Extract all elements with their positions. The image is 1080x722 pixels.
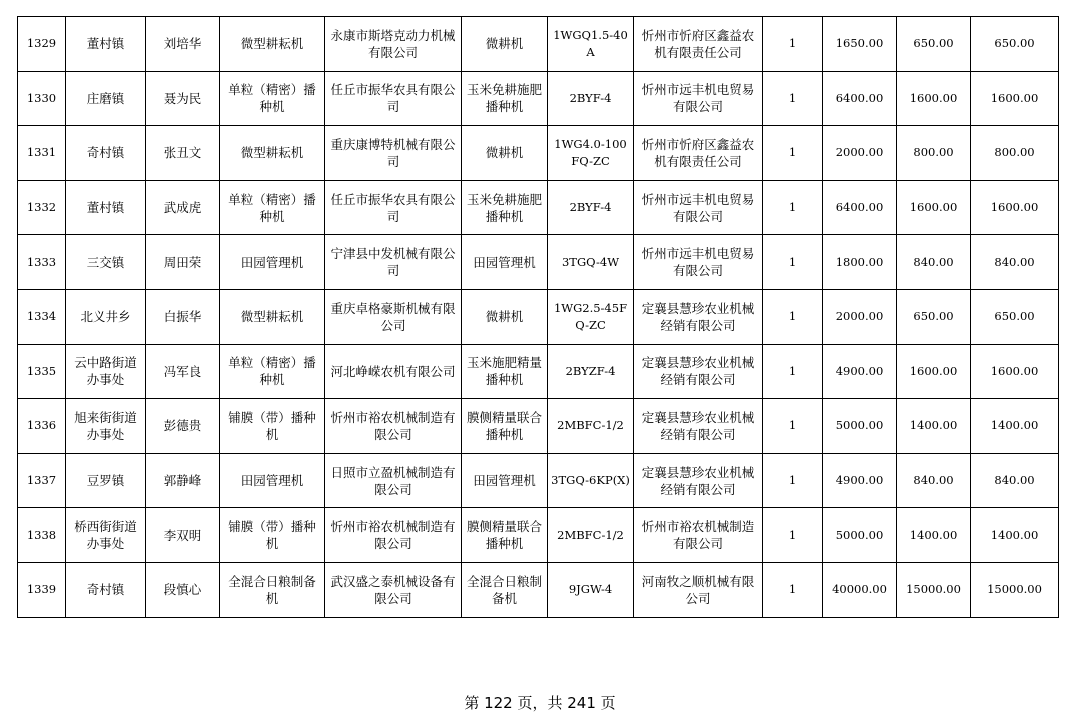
town-cell: 庄磨镇 xyxy=(66,71,146,126)
sale-price-cell: 2000.00 xyxy=(823,289,897,344)
total-subsidy-cell: 15000.00 xyxy=(971,562,1059,617)
serial-number-cell: 1329 xyxy=(18,17,66,72)
subsidy-per-unit-cell: 840.00 xyxy=(897,453,971,508)
applicant-cell: 彭德贵 xyxy=(146,399,220,454)
sale-price-cell: 4900.00 xyxy=(823,344,897,399)
sale-price-cell: 1800.00 xyxy=(823,235,897,290)
model-cell: 2BYZF-4 xyxy=(548,344,634,399)
applicant-cell: 张丑文 xyxy=(146,126,220,181)
machine-category-cell: 铺膜（带）播种机 xyxy=(220,508,325,563)
serial-number-cell: 1337 xyxy=(18,453,66,508)
sale-price-cell: 2000.00 xyxy=(823,126,897,181)
dealer-cell: 河南牧之顺机械有限公司 xyxy=(634,562,763,617)
machine-category-cell: 铺膜（带）播种机 xyxy=(220,399,325,454)
machine-category-cell: 单粒（精密）播种机 xyxy=(220,344,325,399)
sale-price-cell: 6400.00 xyxy=(823,180,897,235)
subsidy-table xyxy=(17,16,1059,618)
table-row xyxy=(18,180,1059,235)
quantity-cell: 1 xyxy=(763,562,823,617)
product-name-cell: 膜侧精量联合播种机 xyxy=(462,399,548,454)
model-cell: 2MBFC-1/2 xyxy=(548,399,634,454)
town-cell: 奇村镇 xyxy=(66,562,146,617)
town-cell: 董村镇 xyxy=(66,180,146,235)
table-row xyxy=(18,562,1059,617)
dealer-cell: 定襄县慧珍农业机械经销有限公司 xyxy=(634,344,763,399)
manufacturer-cell: 忻州市裕农机械制造有限公司 xyxy=(325,508,462,563)
product-name-cell: 玉米免耕施肥播种机 xyxy=(462,180,548,235)
total-subsidy-cell: 1600.00 xyxy=(971,180,1059,235)
dealer-cell: 定襄县慧珍农业机械经销有限公司 xyxy=(634,399,763,454)
subsidy-per-unit-cell: 15000.00 xyxy=(897,562,971,617)
quantity-cell: 1 xyxy=(763,126,823,181)
applicant-cell: 段慎心 xyxy=(146,562,220,617)
table-row xyxy=(18,17,1059,72)
model-cell: 3TGQ-6KP(X) xyxy=(548,453,634,508)
model-cell: 3TGQ-4W xyxy=(548,235,634,290)
sale-price-cell: 40000.00 xyxy=(823,562,897,617)
quantity-cell: 1 xyxy=(763,453,823,508)
quantity-cell: 1 xyxy=(763,17,823,72)
model-cell: 2BYF-4 xyxy=(548,71,634,126)
sale-price-cell: 5000.00 xyxy=(823,508,897,563)
sale-price-cell: 4900.00 xyxy=(823,453,897,508)
model-cell: 2MBFC-1/2 xyxy=(548,508,634,563)
total-subsidy-cell: 1400.00 xyxy=(971,508,1059,563)
town-cell: 豆罗镇 xyxy=(66,453,146,508)
town-cell: 三交镇 xyxy=(66,235,146,290)
product-name-cell: 膜侧精量联合播种机 xyxy=(462,508,548,563)
table-row xyxy=(18,126,1059,181)
machine-category-cell: 田园管理机 xyxy=(220,453,325,508)
product-name-cell: 玉米施肥精量播种机 xyxy=(462,344,548,399)
serial-number-cell: 1336 xyxy=(18,399,66,454)
total-subsidy-cell: 650.00 xyxy=(971,17,1059,72)
dealer-cell: 忻州市远丰机电贸易有限公司 xyxy=(634,235,763,290)
model-cell: 1WG4.0-100FQ-ZC xyxy=(548,126,634,181)
machine-category-cell: 单粒（精密）播种机 xyxy=(220,180,325,235)
dealer-cell: 忻州市裕农机械制造有限公司 xyxy=(634,508,763,563)
sale-price-cell: 1650.00 xyxy=(823,17,897,72)
machine-category-cell: 微型耕耘机 xyxy=(220,289,325,344)
product-name-cell: 微耕机 xyxy=(462,289,548,344)
serial-number-cell: 1338 xyxy=(18,508,66,563)
dealer-cell: 定襄县慧珍农业机械经销有限公司 xyxy=(634,289,763,344)
town-cell: 旭来街街道办事处 xyxy=(66,399,146,454)
subsidy-per-unit-cell: 1600.00 xyxy=(897,180,971,235)
table-row xyxy=(18,344,1059,399)
serial-number-cell: 1330 xyxy=(18,71,66,126)
manufacturer-cell: 永康市斯塔克动力机械有限公司 xyxy=(325,17,462,72)
manufacturer-cell: 任丘市振华农具有限公司 xyxy=(325,180,462,235)
quantity-cell: 1 xyxy=(763,235,823,290)
table-row xyxy=(18,453,1059,508)
product-name-cell: 田园管理机 xyxy=(462,235,548,290)
manufacturer-cell: 河北峥嵘农机有限公司 xyxy=(325,344,462,399)
quantity-cell: 1 xyxy=(763,344,823,399)
total-subsidy-cell: 840.00 xyxy=(971,235,1059,290)
applicant-cell: 聂为民 xyxy=(146,71,220,126)
manufacturer-cell: 武汉盛之泰机械设备有限公司 xyxy=(325,562,462,617)
dealer-cell: 忻州市远丰机电贸易有限公司 xyxy=(634,180,763,235)
sale-price-cell: 6400.00 xyxy=(823,71,897,126)
serial-number-cell: 1335 xyxy=(18,344,66,399)
manufacturer-cell: 宁津县中发机械有限公司 xyxy=(325,235,462,290)
applicant-cell: 冯军良 xyxy=(146,344,220,399)
subsidy-per-unit-cell: 1600.00 xyxy=(897,71,971,126)
serial-number-cell: 1334 xyxy=(18,289,66,344)
quantity-cell: 1 xyxy=(763,180,823,235)
product-name-cell: 田园管理机 xyxy=(462,453,548,508)
serial-number-cell: 1333 xyxy=(18,235,66,290)
model-cell: 2BYF-4 xyxy=(548,180,634,235)
model-cell: 1WGQ1.5-40A xyxy=(548,17,634,72)
applicant-cell: 白振华 xyxy=(146,289,220,344)
total-subsidy-cell: 800.00 xyxy=(971,126,1059,181)
applicant-cell: 郭静峰 xyxy=(146,453,220,508)
manufacturer-cell: 重庆康博特机械有限公司 xyxy=(325,126,462,181)
subsidy-per-unit-cell: 800.00 xyxy=(897,126,971,181)
product-name-cell: 微耕机 xyxy=(462,126,548,181)
table-row xyxy=(18,399,1059,454)
quantity-cell: 1 xyxy=(763,399,823,454)
table-row xyxy=(18,289,1059,344)
machine-category-cell: 微型耕耘机 xyxy=(220,126,325,181)
dealer-cell: 忻州市忻府区鑫益农机有限责任公司 xyxy=(634,126,763,181)
applicant-cell: 周田荣 xyxy=(146,235,220,290)
total-subsidy-cell: 1600.00 xyxy=(971,344,1059,399)
table-row xyxy=(18,71,1059,126)
serial-number-cell: 1332 xyxy=(18,180,66,235)
applicant-cell: 武成虎 xyxy=(146,180,220,235)
serial-number-cell: 1339 xyxy=(18,562,66,617)
product-name-cell: 全混合日粮制备机 xyxy=(462,562,548,617)
applicant-cell: 李双明 xyxy=(146,508,220,563)
subsidy-per-unit-cell: 1600.00 xyxy=(897,344,971,399)
town-cell: 桥西街街道办事处 xyxy=(66,508,146,563)
manufacturer-cell: 任丘市振华农具有限公司 xyxy=(325,71,462,126)
town-cell: 奇村镇 xyxy=(66,126,146,181)
total-subsidy-cell: 650.00 xyxy=(971,289,1059,344)
subsidy-per-unit-cell: 1400.00 xyxy=(897,508,971,563)
product-name-cell: 玉米免耕施肥播种机 xyxy=(462,71,548,126)
total-subsidy-cell: 840.00 xyxy=(971,453,1059,508)
quantity-cell: 1 xyxy=(763,289,823,344)
page-footer: 第 122 页，共 241 页 xyxy=(464,694,616,712)
quantity-cell: 1 xyxy=(763,508,823,563)
subsidy-per-unit-cell: 650.00 xyxy=(897,17,971,72)
total-subsidy-cell: 1600.00 xyxy=(971,71,1059,126)
table-row xyxy=(18,508,1059,563)
serial-number-cell: 1331 xyxy=(18,126,66,181)
manufacturer-cell: 日照市立盈机械制造有限公司 xyxy=(325,453,462,508)
product-name-cell: 微耕机 xyxy=(462,17,548,72)
subsidy-per-unit-cell: 840.00 xyxy=(897,235,971,290)
manufacturer-cell: 重庆卓格豪斯机械有限公司 xyxy=(325,289,462,344)
sale-price-cell: 5000.00 xyxy=(823,399,897,454)
quantity-cell: 1 xyxy=(763,71,823,126)
dealer-cell: 定襄县慧珍农业机械经销有限公司 xyxy=(634,453,763,508)
machine-category-cell: 单粒（精密）播种机 xyxy=(220,71,325,126)
dealer-cell: 忻州市忻府区鑫益农机有限责任公司 xyxy=(634,17,763,72)
machine-category-cell: 田园管理机 xyxy=(220,235,325,290)
subsidy-per-unit-cell: 650.00 xyxy=(897,289,971,344)
applicant-cell: 刘培华 xyxy=(146,17,220,72)
town-cell: 北义井乡 xyxy=(66,289,146,344)
table-row xyxy=(18,235,1059,290)
subsidy-per-unit-cell: 1400.00 xyxy=(897,399,971,454)
model-cell: 1WG2.5-45FQ-ZC xyxy=(548,289,634,344)
machine-category-cell: 微型耕耘机 xyxy=(220,17,325,72)
machine-category-cell: 全混合日粮制备机 xyxy=(220,562,325,617)
town-cell: 云中路街道办事处 xyxy=(66,344,146,399)
manufacturer-cell: 忻州市裕农机械制造有限公司 xyxy=(325,399,462,454)
model-cell: 9JGW-4 xyxy=(548,562,634,617)
total-subsidy-cell: 1400.00 xyxy=(971,399,1059,454)
dealer-cell: 忻州市远丰机电贸易有限公司 xyxy=(634,71,763,126)
town-cell: 董村镇 xyxy=(66,17,146,72)
